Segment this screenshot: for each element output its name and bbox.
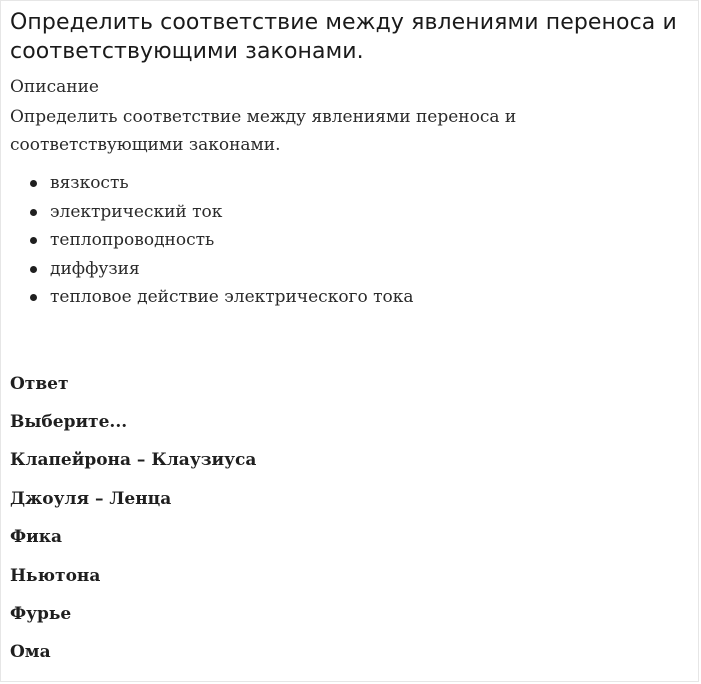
option-ohm[interactable]: Ома [10, 642, 51, 663]
question-title: Определить соответствие между явлениями переноса и соответствующими законами. [10, 10, 677, 64]
list-item: диффузия [50, 255, 690, 284]
phenomena-list [10, 169, 690, 312]
list-item: электрический ток [50, 198, 690, 227]
list-item: вязкость [50, 169, 690, 198]
answer-label: Ответ [10, 374, 69, 394]
list-item: теплопроводность [50, 226, 690, 255]
option-joule-lenz[interactable]: Джоуля – Ленца [10, 488, 172, 509]
option-fick[interactable]: Фика [10, 527, 63, 548]
answer-section [10, 373, 256, 680]
option-clapeyron-clausius[interactable]: Клапейрона – Клаузиуса [10, 450, 257, 471]
option-newton[interactable]: Ньютона [10, 565, 101, 586]
option-fourier[interactable]: Фурье [10, 603, 72, 624]
option-placeholder[interactable]: Выберите... [10, 412, 128, 432]
answer-options [10, 411, 256, 680]
list-item: тепловое действие электрического тока [50, 283, 690, 312]
description-text: Определить соответствие между явлениями переноса и соответствующими законами. [10, 107, 517, 155]
description-label: Описание [10, 77, 99, 97]
